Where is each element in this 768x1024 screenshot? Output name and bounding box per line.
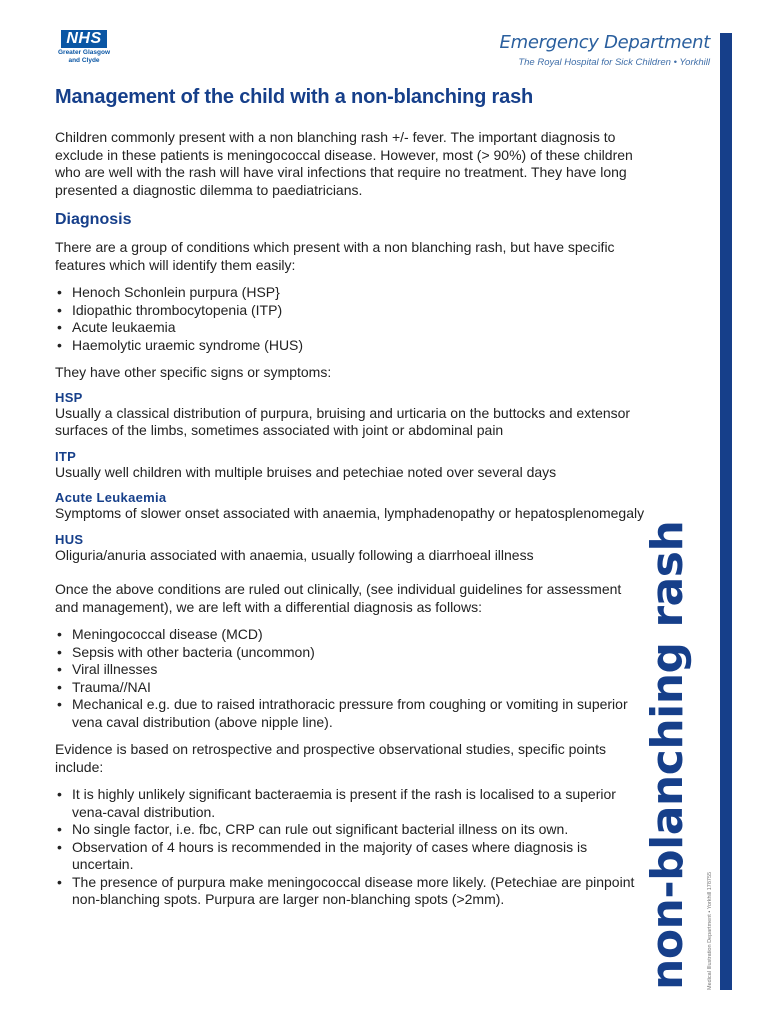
list-item: • Idiopathic thrombocytopenia (ITP) xyxy=(55,302,647,320)
vertical-title-text: non-blanching rash xyxy=(642,520,693,990)
list-item: • Observation of 4 hours is recommended in the majority of cases where diagnosis is uncertain. xyxy=(55,839,647,874)
footer-credit xyxy=(704,822,716,990)
evidence-paragraph: Evidence is based on retrospective and prospective observational studies, specific points include: xyxy=(55,741,606,775)
hus-heading: HUS xyxy=(55,531,84,547)
conditions-list xyxy=(55,284,647,354)
nhs-logo-subtitle-2: and Clyde xyxy=(68,57,100,64)
itp-heading: ITP xyxy=(55,448,77,464)
list-item: • Haemolytic uraemic syndrome (HUS) xyxy=(55,337,647,355)
evidence-points-list xyxy=(55,786,647,909)
nhs-logo-subtitle-1: Greater Glasgow xyxy=(57,49,111,56)
list-item: • Henoch Schonlein purpura (HSP} xyxy=(55,284,647,302)
hus-text: Oliguria/anuria associated with anaemia, usually following a diarrhoeal illness xyxy=(55,546,534,563)
list-item: • No single factor, i.e. fbc, CRP can rule out significant bacterial illness on its own. xyxy=(55,821,647,839)
department-name: Emergency Department xyxy=(499,32,710,53)
list-item: • Sepsis with other bacteria (uncommon) xyxy=(55,644,647,662)
diagnosis-paragraph: There are a group of conditions which present with a non blanching rash, but have specific features which will identify them easily: xyxy=(55,239,615,273)
list-item: • Meningococcal disease (MCD) xyxy=(55,626,647,644)
footer-credit-text: Medical Illustration Department • Yorkhill 178755 xyxy=(707,871,713,990)
hospital-name: The Royal Hospital for Sick Children • Yorkhill xyxy=(518,57,710,68)
list-item: • Trauma//NAI xyxy=(55,679,647,697)
nhs-logo-text: NHS xyxy=(61,30,106,48)
other-signs-paragraph: They have other specific signs or symptoms: xyxy=(55,364,332,380)
hsp-text: Usually a classical distribution of purpura, bruising and urticaria on the buttocks and extensor surfaces of the limbs, sometimes associated with joint or abdominal pain xyxy=(55,404,631,438)
hsp-heading: HSP xyxy=(55,389,83,405)
list-item: • It is highly unlikely significant bacteraemia is present if the rash is localised to a superior vena-caval distribution. xyxy=(55,786,647,821)
sidebar-bar xyxy=(720,33,732,990)
leukaemia-heading: Acute Leukaemia xyxy=(55,490,167,505)
ruled-out-paragraph: Once the above conditions are ruled out clinically, (see individual guidelines for assessment and management), we are left with a differential diagnosis as follows: xyxy=(55,581,622,615)
list-item: • Acute leukaemia xyxy=(55,319,647,337)
nhs-logo xyxy=(54,30,114,64)
page-title: Management of the child with a non-blanching rash xyxy=(55,86,534,108)
diagnosis-heading: Diagnosis xyxy=(55,211,132,228)
list-item: • The presence of purpura make meningococcal disease more likely. (Petechiae are pinpoint non-blanching spots. Purpura are larger non-blanching spots (>2mm). xyxy=(55,874,647,909)
main-content xyxy=(55,86,647,909)
department-header xyxy=(500,32,710,68)
differential-list xyxy=(55,626,647,731)
itp-text: Usually well children with multiple bruises and petechiae noted over several days xyxy=(55,463,557,480)
list-item: • Mechanical e.g. due to raised intrathoracic pressure from coughing or vomiting in superior vena caval distribution (above nipple line). xyxy=(55,696,647,731)
leukaemia-text: Symptoms of slower onset associated with anaemia, lymphadenopathy or hepatosplenomegaly xyxy=(55,505,645,521)
list-item: • Viral illnesses xyxy=(55,661,647,679)
intro-paragraph: Children commonly present with a non blanching rash +/- fever. The important diagnosis to exclude in these patients is meningococcal disease. However, most (> 90%) of these children who are well with the rash will have viral infections that require no treatment. They have long presented a diagnostic dilemma to paediatricians. xyxy=(55,129,633,198)
